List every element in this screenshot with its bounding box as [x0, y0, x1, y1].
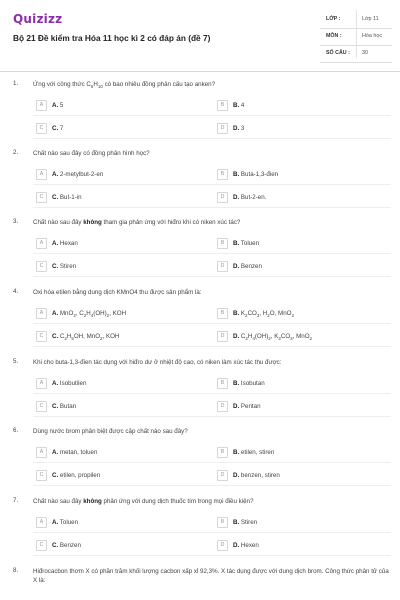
- question-number: 3.: [13, 218, 19, 225]
- question-text: [33, 497, 391, 506]
- answer-option-b[interactable]: [217, 237, 387, 251]
- option-letter-box: A: [36, 308, 47, 319]
- question-item: [0, 567, 400, 600]
- question-number: 1.: [13, 80, 19, 87]
- option-letter-box: A: [36, 238, 47, 249]
- option-prefix: C.: [52, 194, 59, 201]
- answer-option-a[interactable]: [36, 237, 206, 251]
- option-value: etilen, propilen: [59, 472, 101, 479]
- subscript: 10: [97, 84, 103, 90]
- option-prefix: C.: [52, 472, 59, 479]
- meta-count-label: SỐ CÂU :: [326, 50, 350, 56]
- text-fragment: H: [66, 333, 72, 340]
- option-text: [52, 449, 97, 456]
- answer-option-a[interactable]: [36, 307, 206, 321]
- question-item: [0, 149, 400, 215]
- answer-option-c[interactable]: [36, 260, 206, 274]
- option-row-divider: [33, 485, 391, 486]
- option-value: Toluen: [59, 519, 79, 526]
- option-letter-box: B: [217, 100, 228, 111]
- document-header: [0, 0, 400, 72]
- option-text: [233, 380, 265, 387]
- option-text: [52, 194, 82, 201]
- question-number: 5.: [13, 358, 19, 365]
- text-fragment: K: [239, 310, 246, 317]
- text-fragment: OH, MnO: [73, 333, 101, 340]
- option-letter-box: D: [217, 401, 228, 412]
- option-row-divider: [33, 184, 391, 185]
- option-value: Toluen: [240, 240, 260, 247]
- option-prefix: B.: [233, 380, 240, 387]
- option-text: [233, 263, 262, 270]
- option-text: [233, 472, 280, 479]
- meta-grade-label: LỚP :: [326, 16, 341, 22]
- option-row-divider: [33, 115, 391, 116]
- question-text: [33, 80, 391, 91]
- text-fragment: , KOH: [109, 310, 127, 317]
- option-prefix: D.: [233, 194, 240, 201]
- option-value: 5: [59, 102, 64, 109]
- option-letter-box: D: [217, 123, 228, 134]
- answer-option-d[interactable]: [217, 330, 387, 344]
- emphasis-text: không: [83, 219, 102, 226]
- subscript: 5: [90, 84, 94, 90]
- text-fragment: , K: [270, 333, 279, 340]
- option-letter-box: A: [36, 447, 47, 458]
- option-prefix: A.: [52, 449, 59, 456]
- option-value: Pentan: [240, 403, 261, 410]
- question-text: [33, 358, 391, 367]
- option-letter-box: A: [36, 517, 47, 528]
- subscript: 2: [309, 336, 313, 342]
- answer-option-d[interactable]: [217, 122, 387, 136]
- subscript: 2: [278, 336, 281, 342]
- option-row-divider: [33, 532, 391, 533]
- question-text: [33, 288, 391, 297]
- option-text: [233, 333, 312, 341]
- option-text: [52, 333, 119, 341]
- document-title: Bộ 21 Đề kiểm tra Hóa 11 học kì 2 có đáp án (đề 7): [13, 33, 211, 43]
- option-value: 4: [240, 102, 245, 109]
- option-text: [233, 171, 278, 178]
- option-row-divider: [33, 393, 391, 394]
- question-item: [0, 288, 400, 354]
- option-text: [233, 102, 244, 109]
- question-number: 2.: [13, 149, 19, 156]
- option-prefix: B.: [233, 240, 240, 247]
- option-letter-box: D: [217, 331, 228, 342]
- option-prefix: D.: [233, 263, 240, 270]
- option-value: Buta-1,3-đien: [240, 171, 279, 178]
- text-fragment: Hiđrocacbon thơm X có phần trăm khối lượng cacbon xấp xỉ 92,3%. X tác dụng được với dung dịch brom. Công thức phân tử của X là:: [33, 568, 389, 584]
- option-value: But-2-en.: [240, 194, 267, 201]
- option-letter-box: D: [217, 261, 228, 272]
- text-fragment: Chất nào sau đây có đồng phân hình học?: [33, 150, 150, 157]
- subscript: 2: [73, 313, 76, 319]
- option-text: [52, 403, 76, 410]
- quizizz-logo: Quizizz: [13, 12, 63, 26]
- text-fragment: (OH): [93, 310, 107, 317]
- option-row-divider: [33, 276, 391, 277]
- answer-option-a[interactable]: [36, 99, 206, 113]
- option-letter-box: C: [36, 540, 47, 551]
- option-letter-box: D: [217, 470, 228, 481]
- option-text: [233, 542, 259, 549]
- question-item: [0, 218, 400, 284]
- option-prefix: B.: [233, 449, 240, 456]
- meta-subject-value: Hóa học: [362, 33, 383, 39]
- question-item: [0, 358, 400, 424]
- answer-option-d[interactable]: [217, 539, 387, 553]
- option-prefix: C.: [52, 333, 59, 340]
- option-text: [52, 542, 81, 549]
- answer-option-d[interactable]: [217, 400, 387, 414]
- option-row-divider: [33, 207, 391, 208]
- text-fragment: H: [93, 81, 98, 88]
- option-prefix: D.: [233, 542, 240, 549]
- subscript: 2: [245, 313, 248, 319]
- option-prefix: A.: [52, 380, 59, 387]
- option-letter-box: B: [217, 169, 228, 180]
- option-value: metan, toluen: [59, 449, 98, 456]
- option-value: Benzen: [59, 542, 81, 549]
- option-text: [233, 125, 244, 132]
- option-letter-box: C: [36, 331, 47, 342]
- option-row-divider: [33, 416, 391, 417]
- option-prefix: C.: [52, 125, 59, 132]
- subscript: 2: [291, 313, 294, 319]
- option-text: [233, 240, 259, 247]
- question-item: [0, 497, 400, 563]
- option-text: [52, 102, 63, 109]
- option-text: [233, 310, 294, 318]
- answer-option-c[interactable]: [36, 191, 206, 205]
- text-fragment: Ứng với công thức C: [33, 81, 91, 88]
- option-row-divider: [33, 346, 391, 347]
- text-fragment: CO: [280, 333, 291, 340]
- option-value: etilen, stiren: [240, 449, 275, 456]
- answer-option-c[interactable]: [36, 400, 206, 414]
- option-prefix: A.: [52, 102, 59, 109]
- question-item: [0, 427, 400, 493]
- option-prefix: D.: [233, 333, 240, 340]
- option-prefix: A.: [52, 519, 59, 526]
- text-fragment: , C: [75, 310, 84, 317]
- option-letter-box: D: [217, 192, 228, 203]
- text-fragment: , MnO: [292, 333, 310, 340]
- text-fragment: (OH): [254, 333, 269, 340]
- option-prefix: B.: [233, 102, 240, 109]
- option-letter-box: B: [217, 517, 228, 528]
- option-letter-box: D: [217, 540, 228, 551]
- answer-option-d[interactable]: [217, 469, 387, 483]
- option-value: Isobutilen: [59, 380, 87, 387]
- emphasis-text: không: [83, 498, 102, 505]
- answer-option-b[interactable]: [217, 307, 387, 321]
- option-value: 2-metylbut-2-en: [59, 171, 104, 178]
- subscript: 5: [71, 336, 74, 342]
- question-text: [33, 427, 391, 436]
- option-text: [52, 263, 76, 270]
- option-text: [52, 240, 78, 247]
- option-value: Hexen: [240, 542, 259, 549]
- subscript: 3: [290, 336, 293, 342]
- subscript: 2: [83, 313, 87, 319]
- option-text: [52, 380, 86, 387]
- text-fragment: Khi cho buta-1,3-đien tác dụng với hiđro dư ở nhiệt độ cao, có niken làm xúc tác thu được:: [33, 359, 282, 366]
- option-text: [52, 171, 103, 178]
- option-text: [52, 519, 78, 526]
- text-fragment: có bao nhiêu đồng phân cấu tạo anken?: [102, 81, 216, 88]
- question-number: 4.: [13, 288, 19, 295]
- answer-option-a[interactable]: [36, 446, 206, 460]
- option-letter-box: B: [217, 378, 228, 389]
- option-prefix: C.: [52, 542, 59, 549]
- option-value: 7: [59, 125, 64, 132]
- question-text: [33, 149, 391, 158]
- answer-option-d[interactable]: [217, 260, 387, 274]
- question-number: 8.: [13, 567, 19, 574]
- option-prefix: B.: [233, 310, 240, 317]
- text-fragment: MnO: [58, 310, 74, 317]
- option-letter-box: C: [36, 192, 47, 203]
- option-prefix: C.: [52, 263, 59, 270]
- answer-option-b[interactable]: [217, 516, 387, 530]
- text-fragment: , KOH: [102, 333, 120, 340]
- option-letter-box: A: [36, 378, 47, 389]
- text-fragment: tham gia phản ứng với hiđro khi có niken xúc tác?: [101, 219, 241, 226]
- option-text: [52, 472, 100, 479]
- subscript: 2: [245, 336, 248, 342]
- answer-option-d[interactable]: [217, 191, 387, 205]
- option-value: But-1-in: [59, 194, 82, 201]
- option-text: [233, 449, 274, 456]
- text-fragment: Chất nào sau đây: [33, 219, 84, 226]
- text-fragment: H: [86, 310, 91, 317]
- subscript: 2: [100, 336, 103, 342]
- option-letter-box: C: [36, 401, 47, 412]
- option-value: Hexan: [59, 240, 78, 247]
- answer-option-b[interactable]: [217, 377, 387, 391]
- option-prefix: A.: [52, 310, 59, 317]
- option-value: Butan: [59, 403, 77, 410]
- subscript: 4: [90, 313, 94, 319]
- option-value: Stiren: [240, 519, 258, 526]
- option-row-divider: [33, 555, 391, 556]
- answer-option-c[interactable]: [36, 539, 206, 553]
- option-text: [233, 194, 266, 201]
- text-fragment: Dùng nước brom phân biệt được cặp chất nào sau đây?: [33, 428, 188, 435]
- option-letter-box: C: [36, 261, 47, 272]
- option-text: [52, 310, 126, 318]
- option-prefix: D.: [233, 125, 240, 132]
- answer-option-a[interactable]: [36, 168, 206, 182]
- subscript: 2: [267, 313, 270, 319]
- option-letter-box: A: [36, 169, 47, 180]
- question-number: 6.: [13, 427, 19, 434]
- text-fragment: phản ứng với dung dịch thuốc tím trong mọi điều kiện?: [101, 498, 254, 505]
- question-number: 7.: [13, 497, 19, 504]
- option-value: 3: [240, 125, 245, 132]
- option-text: [52, 125, 63, 132]
- subscript: 2: [268, 336, 271, 342]
- option-prefix: D.: [233, 472, 240, 479]
- option-letter-box: B: [217, 238, 228, 249]
- option-prefix: B.: [233, 519, 240, 526]
- text-fragment: , H: [259, 310, 268, 317]
- answer-option-a[interactable]: [36, 377, 206, 391]
- option-prefix: C.: [52, 403, 59, 410]
- meta-grade-value: Lớp 11: [362, 16, 379, 22]
- answer-option-c[interactable]: [36, 469, 206, 483]
- text-fragment: CO: [247, 310, 257, 317]
- text-fragment: Chất nào sau đây: [33, 498, 84, 505]
- option-prefix: D.: [233, 403, 240, 410]
- option-value: benzen, stiren: [240, 472, 280, 479]
- option-prefix: B.: [233, 171, 240, 178]
- option-letter-box: A: [36, 100, 47, 111]
- question-item: [0, 80, 400, 146]
- option-row-divider: [33, 253, 391, 254]
- question-text: [33, 218, 391, 227]
- option-letter-box: B: [217, 447, 228, 458]
- option-prefix: A.: [52, 171, 59, 178]
- subscript: 2: [106, 313, 110, 319]
- answer-option-b[interactable]: [217, 168, 387, 182]
- option-letter-box: C: [36, 470, 47, 481]
- option-row-divider: [33, 138, 391, 139]
- option-row-divider: [33, 462, 391, 463]
- text-fragment: C: [58, 333, 65, 340]
- text-fragment: H: [247, 333, 253, 340]
- meta-count-value: 30: [362, 50, 368, 56]
- answer-option-a[interactable]: [36, 516, 206, 530]
- answer-option-b[interactable]: [217, 446, 387, 460]
- option-text: [233, 519, 257, 526]
- answer-option-c[interactable]: [36, 330, 206, 344]
- option-value: Isobutan: [240, 380, 265, 387]
- text-fragment: C: [239, 333, 246, 340]
- question-text: [33, 567, 391, 585]
- answer-option-b[interactable]: [217, 99, 387, 113]
- text-fragment: Oxi hóa etilen bằng dung dịch KMnO4 thu được sản phẩm là:: [33, 289, 202, 296]
- option-value: Stiren: [59, 263, 77, 270]
- option-text: [233, 403, 261, 410]
- subscript: 2: [64, 336, 67, 342]
- option-prefix: A.: [52, 240, 59, 247]
- subscript: 3: [256, 313, 260, 319]
- meta-divider: [356, 10, 357, 58]
- answer-option-c[interactable]: [36, 122, 206, 136]
- option-letter-box: B: [217, 308, 228, 319]
- option-row-divider: [33, 323, 391, 324]
- meta-subject-label: MÔN :: [326, 33, 342, 39]
- text-fragment: O, MnO: [269, 310, 292, 317]
- option-value: Benzen: [240, 263, 262, 270]
- subscript: 4: [252, 336, 255, 342]
- option-letter-box: C: [36, 123, 47, 134]
